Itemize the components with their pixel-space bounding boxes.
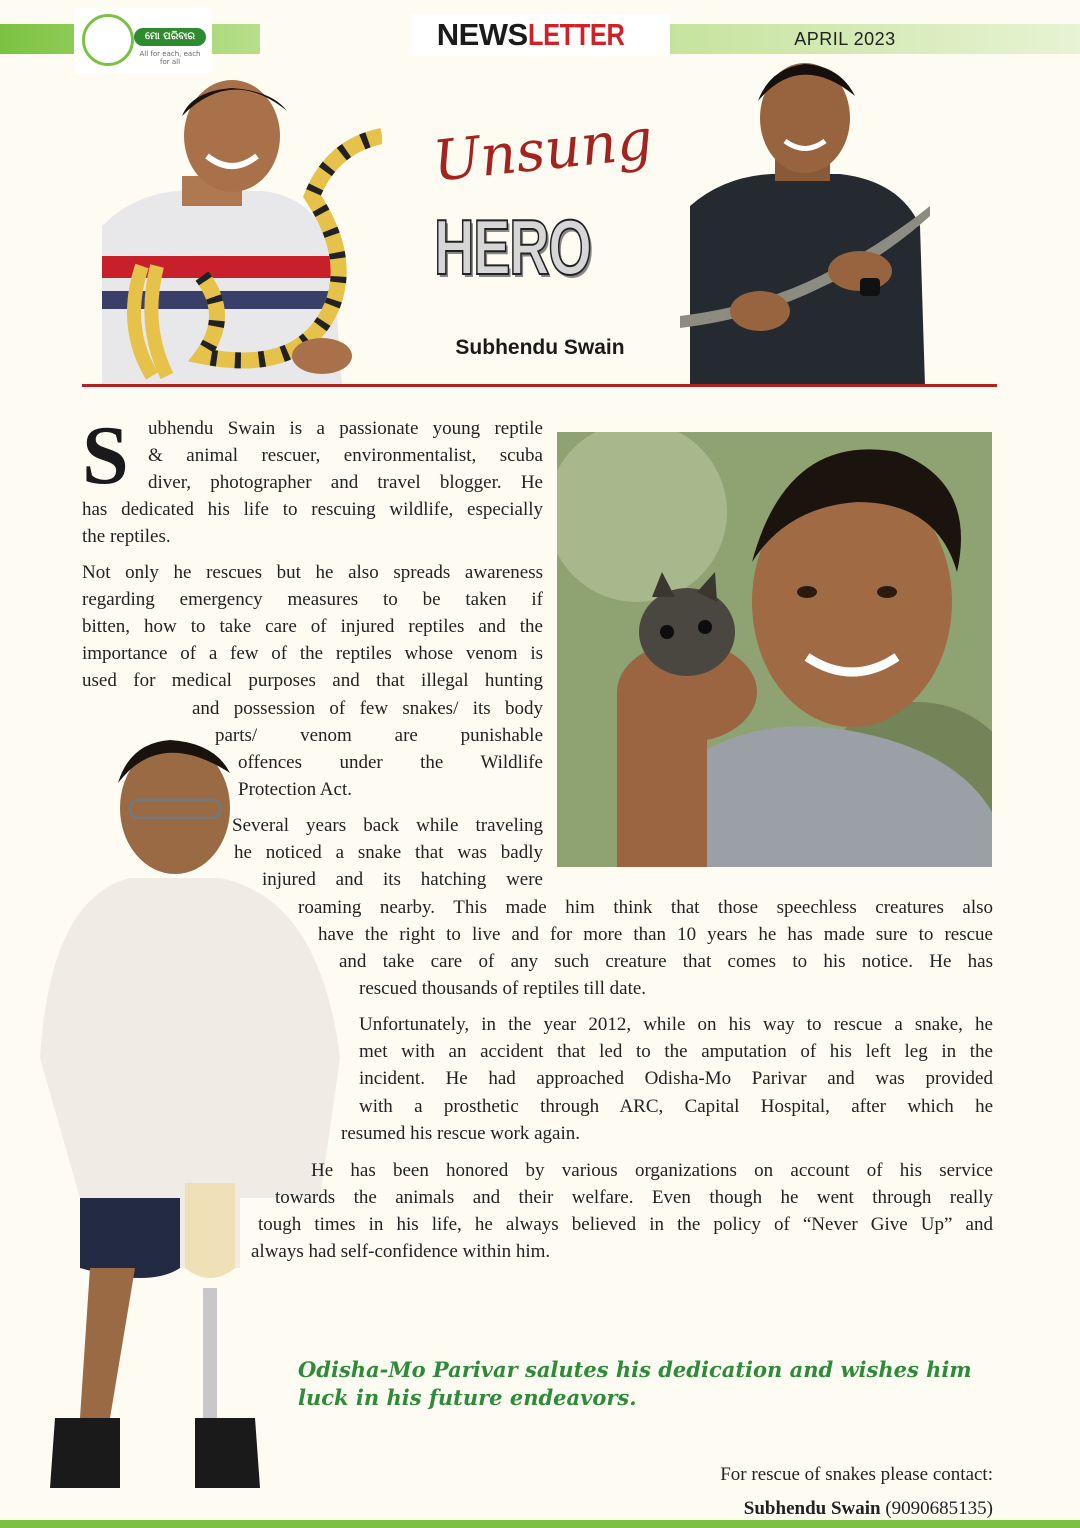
article-line: incident. He had approached Odisha-Mo Parivar and was provided (359, 1068, 993, 1089)
article-line: always had self-confidence within him. (251, 1241, 551, 1262)
article-line: & animal rescuer, environmentalist, scuba (148, 445, 543, 466)
photo-man-with-snake (82, 76, 382, 386)
article-line: roaming nearby. This made him think that those speechless creatures also (298, 897, 993, 918)
article-line: the reptiles. (82, 526, 171, 547)
article-line: he noticed a snake that was badly (234, 842, 543, 863)
article-line: and possession of few snakes/ its body (192, 698, 543, 719)
article-line: diver, photographer and travel blogger. He (148, 472, 543, 493)
article-line: resumed his rescue work again. (341, 1123, 581, 1144)
masthead-news: NEWS (436, 17, 528, 52)
title-hero: HERO (434, 203, 591, 291)
article-line: ubhendu Swain is a passionate young reptile (148, 418, 543, 439)
article-line: Protection Act. (238, 779, 352, 800)
article-line: used for medical purposes and that illegal hunting (82, 670, 543, 691)
article-line: bitten, how to take care of injured reptiles and the (82, 616, 543, 637)
mo-parivar-logo (74, 8, 212, 74)
article-line: He has been honored by various organizations on account of his service (311, 1160, 993, 1181)
article-line: tough times in his life, he always believed in the policy of “Never Give Up” and (258, 1214, 993, 1235)
article-line: and take care of any such creature that comes to his notice. He has (339, 951, 993, 972)
newsletter-masthead (412, 14, 670, 56)
article-line: with a prosthetic through ARC, Capital Hospital, after which he (359, 1096, 993, 1117)
contact-block (600, 1458, 993, 1526)
article-line: met with an accident that led to the amputation of his left leg in the (359, 1041, 993, 1062)
masthead-letter: LETTER (527, 17, 625, 52)
article-line: towards the animals and their welfare. Even though he went through really (275, 1187, 993, 1208)
salute-message: Odisha-Mo Parivar salutes his dedication and wishes him luck in his future endeavors. (298, 1357, 972, 1410)
photo-man-with-civet (557, 432, 992, 867)
article-line: Unfortunately, in the year 2012, while on his way to rescue a snake, he (359, 1014, 993, 1035)
footer-bar (0, 1520, 1080, 1528)
logo-tagline: All for each, each for all (139, 50, 201, 66)
article-line: have the right to live and for more than 10 years he has made sure to rescue (318, 924, 993, 945)
hero-name: Subhendu Swain (455, 336, 625, 359)
title-unsung: Unsung (430, 107, 656, 195)
article-line: rescued thousands of reptiles till date. (359, 978, 647, 999)
issue-date: APRIL 2023 (794, 29, 896, 49)
article-line: importance of a few of the reptiles whose venom is (82, 643, 543, 664)
contact-name: Subhendu Swain (743, 1498, 881, 1519)
article-line: injured and its hatching were (262, 869, 543, 890)
article-line: offences under the Wildlife (238, 752, 543, 773)
contact-phone: (9090685135) (885, 1498, 993, 1519)
article-line: regarding emergency measures to be taken if (82, 589, 543, 610)
article-line: Several years back while traveling (232, 815, 543, 836)
title-divider (82, 384, 997, 387)
contact-line: For rescue of snakes please contact: (720, 1464, 993, 1485)
photo-man-with-monitor-lizard (680, 56, 930, 386)
article-line: parts/ venom are punishable (215, 725, 543, 746)
article-line: has dedicated his life to rescuing wildlife, especially (82, 499, 543, 520)
article-line: Not only he rescues but he also spreads awareness (82, 562, 543, 583)
dropcap: S (82, 409, 129, 502)
logo-emblem-icon (82, 14, 134, 66)
logo-text: ମୋ ପରିବାର (134, 28, 206, 46)
